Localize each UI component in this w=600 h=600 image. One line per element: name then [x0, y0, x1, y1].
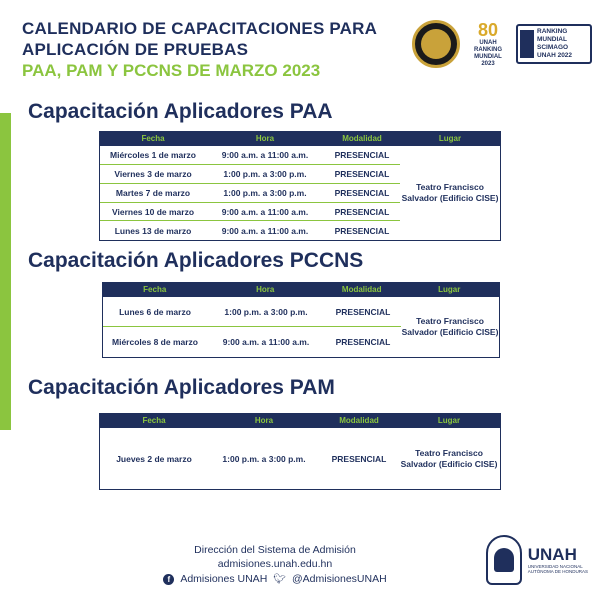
- ranking-number: 80: [477, 20, 499, 40]
- col-fecha: Fecha: [141, 134, 165, 143]
- pccns-lugar: Teatro Francisco Salvador (Edificio CISE): [401, 316, 499, 337]
- scimago-l1: RANKING: [537, 28, 568, 35]
- ranking-l1: UNAH: [479, 40, 497, 46]
- scimago-logo: [516, 24, 592, 64]
- unah-sub-2: AUTÓNOMA DE HONDURAS: [527, 569, 588, 574]
- facebook-link[interactable]: Admisiones UNAH: [180, 573, 268, 585]
- logos: [412, 20, 592, 68]
- footer-url[interactable]: admisiones.unah.edu.hn: [217, 558, 333, 570]
- ranking-l2: RANKING: [474, 47, 502, 53]
- cell-modalidad: PRESENCIAL: [331, 453, 387, 464]
- unah-name: UNAH: [527, 545, 577, 564]
- table-row: [100, 146, 400, 165]
- cell-hora: 9:00 a.m. a 11:00 a.m.: [222, 337, 310, 347]
- cell-modalidad: PRESENCIAL: [334, 150, 390, 160]
- paa-title: Capacitación Aplicadores PAA: [28, 100, 333, 123]
- paa-table: [99, 131, 501, 241]
- twitter-icon: 🐦︎: [273, 573, 286, 585]
- header-line-1: CALENDARIO DE CAPACITACIONES PARA: [22, 19, 378, 38]
- cell-hora: 9:00 a.m. a 11:00 a.m.: [221, 206, 309, 217]
- cell-hora: 1:00 p.m. a 3:00 p.m.: [222, 453, 306, 464]
- social-links: [160, 573, 390, 585]
- col-modalidad: Modalidad: [341, 285, 382, 294]
- unah-sub-1: UNIVERSIDAD NACIONAL: [527, 564, 583, 569]
- col-fecha: Fecha: [143, 285, 167, 294]
- cell-fecha: Viernes 10 de marzo: [111, 206, 195, 217]
- accent-bar: [0, 113, 11, 430]
- pam-title: Capacitación Aplicadores PAM: [28, 376, 335, 399]
- cell-hora: 1:00 p.m. a 3:00 p.m.: [223, 169, 307, 179]
- cell-fecha: Martes 7 de marzo: [115, 188, 191, 198]
- cell-hora: 9:00 a.m. a 11:00 a.m.: [221, 150, 309, 160]
- footer-line-1: Dirección del Sistema de Admisión: [194, 544, 356, 556]
- unah-logo: [486, 535, 588, 585]
- table-row: [100, 428, 398, 489]
- table-row: [100, 221, 400, 240]
- col-hora: Hora: [256, 285, 275, 294]
- cell-hora: 1:00 p.m. a 3:00 p.m.: [224, 306, 308, 317]
- header-line-2: APLICACIÓN DE PRUEBAS: [22, 40, 249, 59]
- ranking-l4: 2023: [481, 61, 495, 67]
- cell-modalidad: PRESENCIAL: [335, 306, 391, 317]
- pccns-table: [102, 282, 500, 358]
- col-modalidad: Modalidad: [342, 134, 382, 143]
- cell-fecha: Jueves 2 de marzo: [116, 453, 192, 464]
- pccns-title: Capacitación Aplicadores PCCNS: [28, 249, 364, 272]
- table-row: [100, 184, 400, 203]
- paa-lugar: Teatro Francisco Salvador (Edificio CISE): [401, 182, 499, 203]
- col-lugar: Lugar: [438, 285, 461, 294]
- twitter-link[interactable]: @AdmisionesUNAH: [291, 573, 387, 585]
- cell-modalidad: PRESENCIAL: [334, 225, 390, 236]
- pam-table: [99, 413, 501, 490]
- scimago-l3: SCIMAGO: [537, 44, 569, 51]
- cell-hora: 9:00 a.m. a 11:00 a.m.: [221, 225, 309, 236]
- cell-modalidad: PRESENCIAL: [334, 206, 390, 217]
- cell-fecha: Lunes 6 de marzo: [119, 306, 191, 317]
- table-row: [100, 165, 400, 184]
- cell-fecha: Viernes 3 de marzo: [114, 169, 192, 179]
- cell-fecha: Lunes 13 de marzo: [114, 225, 192, 236]
- table-row: [103, 327, 401, 357]
- header: [22, 18, 377, 82]
- ranking-l3: MUNDIAL: [474, 54, 502, 60]
- cell-modalidad: PRESENCIAL: [334, 188, 390, 198]
- cell-fecha: Miércoles 1 de marzo: [110, 150, 196, 160]
- col-lugar: Lugar: [438, 134, 462, 143]
- pillar-icon: [520, 30, 534, 58]
- scimago-l2: MUNDIAL: [537, 36, 567, 43]
- cell-modalidad: PRESENCIAL: [334, 169, 390, 179]
- table-row: [103, 297, 401, 327]
- col-hora: Hora: [254, 416, 274, 425]
- cell-fecha: Miércoles 8 de marzo: [112, 337, 198, 347]
- col-fecha: Fecha: [142, 416, 166, 425]
- unah-seal-icon: [486, 535, 522, 585]
- cell-modalidad: PRESENCIAL: [335, 337, 391, 347]
- pccns-table-header: [103, 283, 499, 297]
- ranking-logo: [466, 20, 510, 68]
- pam-table-header: [100, 414, 500, 428]
- col-hora: Hora: [255, 134, 275, 143]
- col-modalidad: Modalidad: [339, 416, 379, 425]
- scimago-l4: UNAH 2022: [537, 52, 573, 59]
- sun-seal-icon: [412, 20, 460, 68]
- footer: [160, 543, 390, 585]
- header-line-3: PAA, PAM Y PCCNS DE MARZO 2023: [22, 61, 321, 80]
- facebook-icon: f: [163, 574, 174, 585]
- paa-table-header: [100, 132, 500, 146]
- table-row: [100, 203, 400, 221]
- col-lugar: Lugar: [437, 416, 461, 425]
- cell-hora: 1:00 p.m. a 3:00 p.m.: [223, 188, 307, 198]
- pam-lugar: Teatro Francisco Salvador (Edificio CISE): [400, 447, 498, 469]
